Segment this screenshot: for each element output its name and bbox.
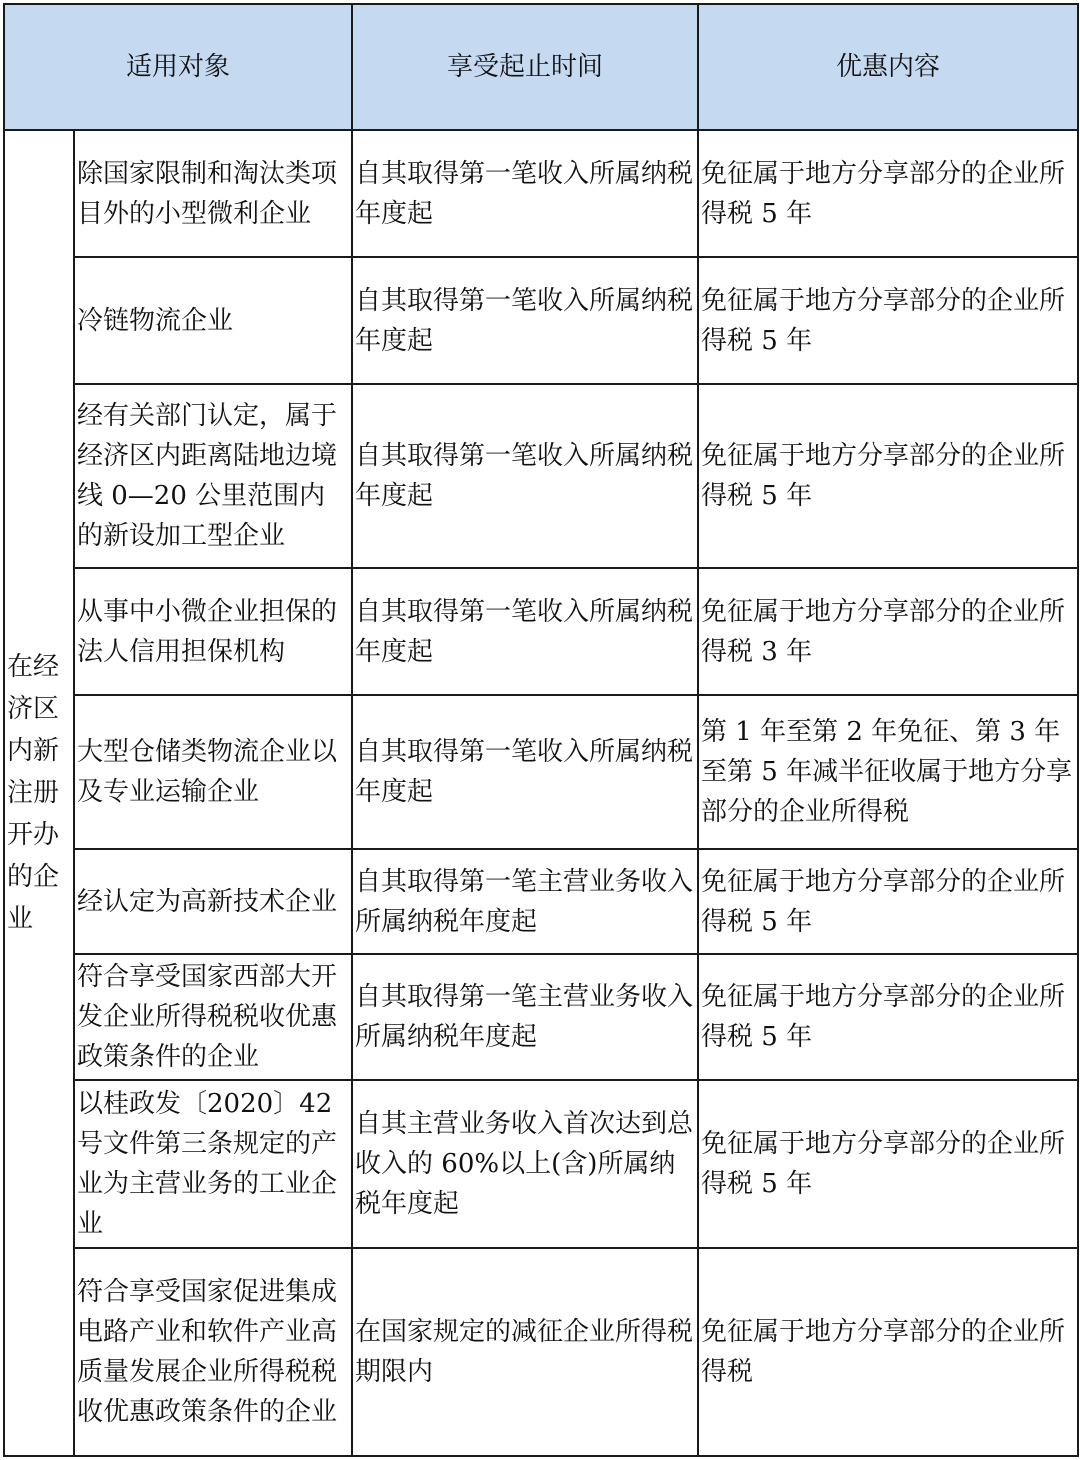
row-period: 自其取得第一笔收入所属纳税年度起 bbox=[352, 695, 698, 849]
row-target: 除国家限制和淘汰类项目外的小型微利企业 bbox=[74, 130, 352, 257]
row-period: 自其取得第一笔主营业务收入所属纳税年度起 bbox=[352, 954, 698, 1080]
row-period: 自其取得第一笔收入所属纳税年度起 bbox=[352, 384, 698, 568]
row-content: 免征属于地方分享部分的企业所得税 3 年 bbox=[698, 568, 1078, 695]
table-row bbox=[4, 849, 1078, 954]
table-row bbox=[4, 568, 1078, 695]
row-content: 免征属于地方分享部分的企业所得税 bbox=[698, 1248, 1078, 1456]
row-content: 免征属于地方分享部分的企业所得税 5 年 bbox=[698, 1080, 1078, 1248]
header-content: 优惠内容 bbox=[698, 4, 1078, 130]
row-period: 自其取得第一笔收入所属纳税年度起 bbox=[352, 568, 698, 695]
row-content: 免征属于地方分享部分的企业所得税 5 年 bbox=[698, 954, 1078, 1080]
row-target: 符合享受国家促进集成电路产业和软件产业高质量发展企业所得税税收优惠政策条件的企业 bbox=[74, 1248, 352, 1456]
header-row bbox=[4, 4, 1078, 130]
row-content: 免征属于地方分享部分的企业所得税 5 年 bbox=[698, 384, 1078, 568]
table-row bbox=[4, 1248, 1078, 1456]
row-target: 经有关部门认定，属于经济区内距离陆地边境线 0—20 公里范围内的新设加工型企业 bbox=[74, 384, 352, 568]
row-target: 符合享受国家西部大开发企业所得税税收优惠政策条件的企业 bbox=[74, 954, 352, 1080]
table-row bbox=[4, 695, 1078, 849]
row-target: 以桂政发〔2020〕42号文件第三条规定的产业为主营业务的工业企业 bbox=[74, 1080, 352, 1248]
table-row bbox=[4, 954, 1078, 1080]
row-target: 大型仓储类物流企业以及专业运输企业 bbox=[74, 695, 352, 849]
header-target: 适用对象 bbox=[4, 4, 352, 130]
table-row bbox=[4, 1080, 1078, 1248]
group-label: 在经济区内新注册开办的企业 bbox=[4, 130, 74, 1456]
row-content: 免征属于地方分享部分的企业所得税 5 年 bbox=[698, 257, 1078, 384]
table-row bbox=[4, 130, 1078, 257]
header-period: 享受起止时间 bbox=[352, 4, 698, 130]
policy-table bbox=[3, 3, 1079, 1457]
row-period: 自其取得第一笔主营业务收入所属纳税年度起 bbox=[352, 849, 698, 954]
row-period: 在国家规定的减征企业所得税期限内 bbox=[352, 1248, 698, 1456]
table-row bbox=[4, 257, 1078, 384]
row-period: 自其取得第一笔收入所属纳税年度起 bbox=[352, 257, 698, 384]
row-period: 自其取得第一笔收入所属纳税年度起 bbox=[352, 130, 698, 257]
table-row bbox=[4, 384, 1078, 568]
row-content: 免征属于地方分享部分的企业所得税 5 年 bbox=[698, 130, 1078, 257]
row-period: 自其主营业务收入首次达到总收入的 60%以上(含)所属纳税年度起 bbox=[352, 1080, 698, 1248]
row-target: 从事中小微企业担保的法人信用担保机构 bbox=[74, 568, 352, 695]
row-target: 冷链物流企业 bbox=[74, 257, 352, 384]
row-content: 第 1 年至第 2 年免征、第 3 年至第 5 年减半征收属于地方分享部分的企业所得税 bbox=[698, 695, 1078, 849]
row-content: 免征属于地方分享部分的企业所得税 5 年 bbox=[698, 849, 1078, 954]
row-target: 经认定为高新技术企业 bbox=[74, 849, 352, 954]
